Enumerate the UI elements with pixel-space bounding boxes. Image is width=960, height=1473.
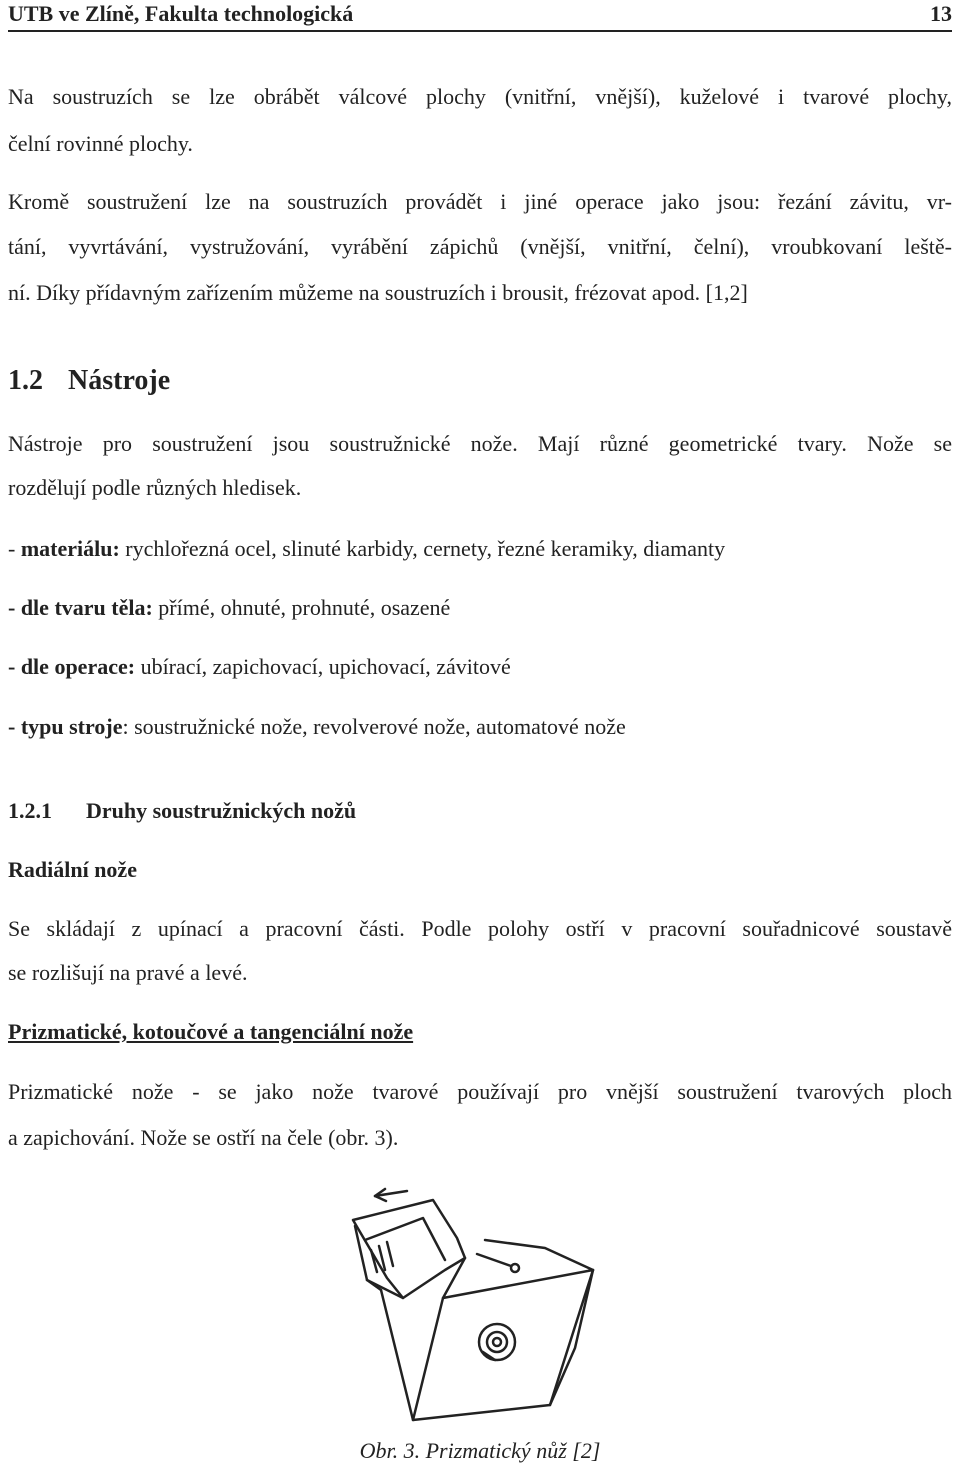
list-label: - dle operace: <box>8 654 136 679</box>
paragraph-line: Prizmatické nože - se jako nože tvarové používají pro vnější soustružení tvarových ploch <box>8 1079 952 1104</box>
figure-caption: Obr. 3. Prizmatický nůž [2] <box>359 1438 601 1463</box>
list-label: - dle tvaru těla: <box>8 595 153 620</box>
subsection-number: 1.2.1 <box>8 798 52 823</box>
paragraph-line: rozdělují podle různých hledisek. <box>8 475 302 500</box>
paragraph-line: ní. Díky přídavným zařízením můžeme na soustruzích i brousit, frézovat apod. [1,2] <box>8 280 748 305</box>
list-prefix: - <box>8 536 21 561</box>
subheading: Prizmatické, kotoučové a tangenciální nože <box>8 1019 414 1044</box>
list-text: ubírací, zapichovací, upichovací, závitové <box>135 654 511 679</box>
page-header <box>8 0 952 32</box>
list-label: materiálu: <box>20 536 120 561</box>
paragraph-line: Nástroje pro soustružení jsou soustružnické nože. Mají různé geometrické tvary. Nože se <box>8 431 952 456</box>
list-label: - typu stroje <box>8 714 123 739</box>
paragraph-line: tání, vyvrtávání, vystružování, vyrábění zápichů (vnější, vnitřní, čelní), vroubkovaní leště- <box>8 234 952 259</box>
section-number: 1.2 <box>8 365 43 396</box>
page-number: 13 <box>930 1 952 26</box>
subheading: Radiální nože <box>8 857 137 882</box>
prismatic-tool-figure <box>345 1180 620 1438</box>
list-text: rychlořezná ocel, slinuté karbidy, cernety, řezné keramiky, diamanty <box>119 536 726 561</box>
paragraph-line: Kromě soustružení lze na soustruzích provádět i jiné operace jako jsou: řezání závitu, vr- <box>8 189 952 214</box>
list-item <box>8 703 952 750</box>
section-heading <box>8 357 952 404</box>
list-item <box>8 525 952 572</box>
list-item <box>8 643 952 690</box>
subsection-title: Druhy soustružnických nožů <box>86 798 357 823</box>
paragraph-line: se rozlišují na pravé a levé. <box>8 960 248 985</box>
header-title: UTB ve Zlíně, Fakulta technologická <box>8 1 354 26</box>
paragraph-line: Se skládají z upínací a pracovní části. Podle polohy ostří v pracovní souřadnicové soustavě <box>8 916 952 941</box>
paragraph-line: a zapichování. Nože se ostří na čele (obr. 3). <box>8 1125 399 1150</box>
list-text: přímé, ohnuté, prohnuté, osazené <box>152 595 451 620</box>
subsection-heading <box>8 787 952 834</box>
section-title: Nástroje <box>68 365 171 396</box>
list-item <box>8 584 952 631</box>
paragraph-line: Na soustruzích se lze obrábět válcové plochy (vnitřní, vnější), kuželové i tvarové plochy, <box>8 84 952 109</box>
list-text: : soustružnické nože, revolverové nože, automatové nože <box>122 714 626 739</box>
paragraph-line: čelní rovinné plochy. <box>8 131 193 156</box>
